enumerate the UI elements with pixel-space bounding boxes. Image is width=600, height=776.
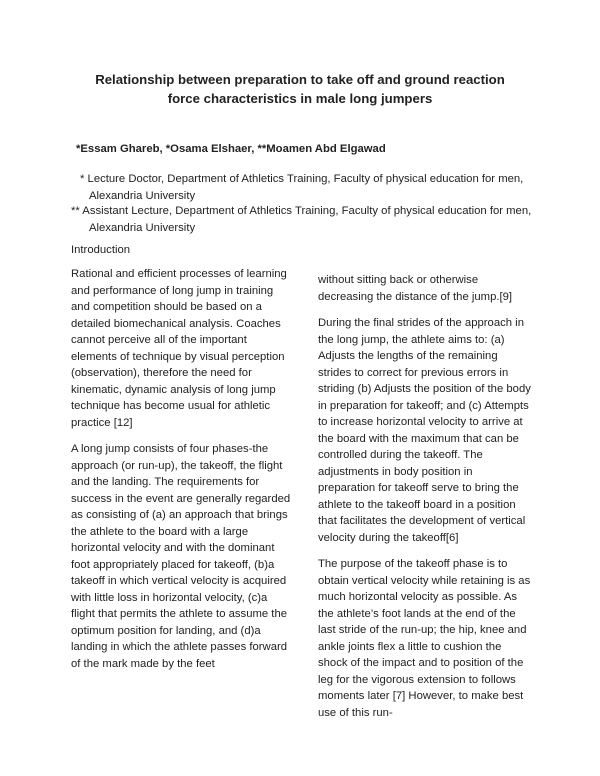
affiliation-1: * Lecture Doctor, Department of Athletics Training, Faculty of physical education for men, Alexandria University — [80, 173, 524, 202]
paragraph: A long jump consists of four phases-the approach (or run-up), the takeoff, the flight and the landing. The requirements for success in the event are generally regarded as consisting of (a) an approach that brings the athlete to the board with a large horizontal velocity and with the dominant foot appropriately placed for takeoff, (b)a takeoff in which vertical velocity is acquired with little loss in horizontal velocity, (c)a flight that permits the athlete to assume the optimum position for landing, and (d)a landing in which the athlete passes forward of the mark made by the feet — [71, 443, 291, 670]
title-line-1: Relationship between preparation to take off and ground reaction — [95, 72, 505, 87]
paragraph: During the final strides of the approach in the long jump, the athlete aims to: (a) Adjusts the lengths of the remaining strides to correct for previous errors in striding (b) Adjusts the position of the body in preparation for takeoff; and (c) Attempts to increase horizontal velocity to arrive at the board with the maximum that can be controlled during the takeoff. The adjustments in body position in preparation for takeoff serve to bring the athlete to the takeoff board in a position that facilitates the development of vertical velocity during the takeoff[6] — [318, 317, 531, 544]
paper-title — [60, 70, 540, 108]
author-list: *Essam Ghareb, *Osama Elshaer, **Moamen Abd Elgawad — [76, 143, 386, 155]
paragraph: The purpose of the takeoff phase is to obtain vertical velocity while retaining is as much horizontal velocity as possible. As the athlete’s foot lands at the end of the last stride of the run-up; the hip, knee and ankle joints flex a little to cushion the shock of the impact and to position of the leg for the vigorous extension to follows moments later [7] However, to make best use of this run- — [318, 558, 531, 719]
affiliation-2: ** Assistant Lecture, Department of Athletics Training, Faculty of physical education for men, Alexandria University — [71, 205, 532, 234]
left-column — [71, 266, 293, 682]
right-column — [318, 272, 532, 731]
section-heading: Introduction — [71, 244, 131, 256]
title-line-2: force characteristics in male long jumpers — [167, 91, 433, 106]
paragraph: Rational and efficient processes of learning and performance of long jump in training and competition should be based on a detailed biomechanical analysis. Coaches cannot perceive all of the important elements of technique by visual perception (observation), therefore the need for kinematic, dynamic analysis of long jump technique has become usual for athletic practice [12] — [71, 268, 287, 429]
paragraph: without sitting back or otherwise decreasing the distance of the jump.[9] — [318, 274, 513, 303]
